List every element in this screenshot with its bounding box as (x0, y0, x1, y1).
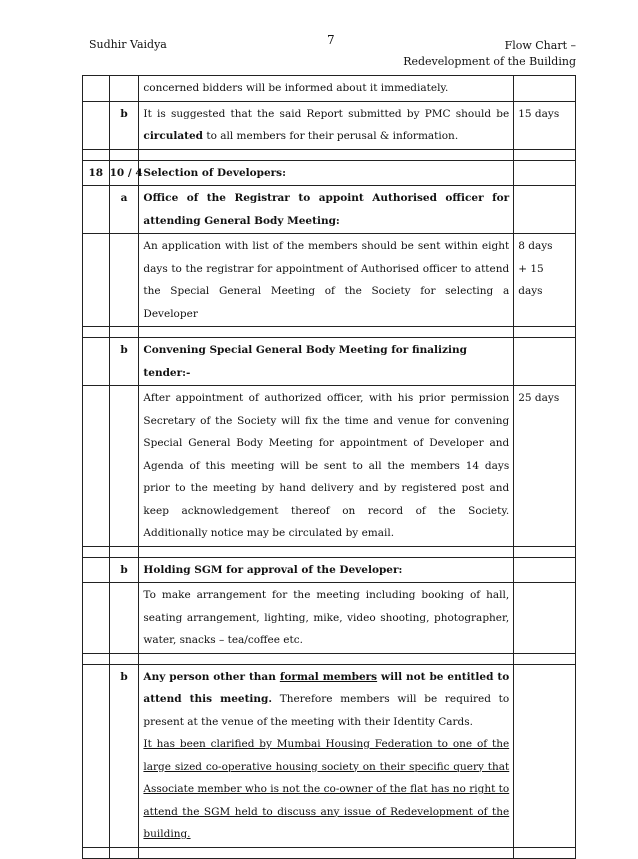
clarification-text: It has been clarified by Mumbai Housing Federation to one of the large sized co-operative housing society on their specific query that Associate member who is not the co-owner of the flat has no right to attend the SGM held to discuss any issue of Redevelopment of the building. (143, 738, 510, 840)
table-row (83, 327, 576, 338)
header-title-line1: Flow Chart – (504, 39, 576, 52)
table-row (83, 76, 576, 102)
table-row (83, 186, 576, 234)
page-number: 7 (327, 33, 335, 47)
row-days: 15 days (514, 101, 576, 149)
header-title (403, 38, 576, 70)
row-letter: b (109, 557, 139, 583)
row-text: An application with list of the members should be sent within eight days to the registrar for appointment of Authorised officer to attend the Special General Meeting of the Society for selecting a Developer (139, 234, 514, 327)
table-row (83, 160, 576, 186)
subsection-title: Convening Special General Body Meeting for finalizing tender:- (139, 338, 514, 386)
table-row (83, 101, 576, 149)
table-row (83, 546, 576, 557)
row-number: 18 (83, 160, 110, 186)
row-clause: 10 / 4 (109, 160, 139, 186)
row-letter: b (109, 338, 139, 386)
table-row (83, 557, 576, 583)
row-text: Any person other than formal members will not be entitled to attend this meeting. Therefore members will be required to present at the venue of the meeting with their Identity Cards. It has been clarified by Mumbai Housing Federation to one of the large sized co-operative housing society on their specific query that Associate member who is not the co-owner of the flat has no right to attend the SGM held to discuss any issue of Redevelopment of the building. (139, 664, 514, 847)
row-text: After appointment of authorized officer, with his prior permission Secretary of the Society will fix the time and venue for convening Special General Body Meeting for appointment of Developer and Agenda of this meeting will be sent to all the members 14 days prior to the meeting by hand delivery and by registered post and keep acknowledgement thereof on record of the Society. Additionally notice may be circulated by email. (139, 386, 514, 547)
subsection-title: Holding SGM for approval of the Developer: (139, 557, 514, 583)
subsection-title: Office of the Registrar to appoint Authorised officer for attending General Body Meeting: (139, 186, 514, 234)
table-row (83, 149, 576, 160)
row-letter: b (109, 664, 139, 847)
row-text: It is suggested that the said Report submitted by PMC should be circulated to all members for their perusal & information. (139, 101, 514, 149)
row-text: concerned bidders will be informed about it immediately. (139, 76, 514, 102)
header-title-line2: Redevelopment of the Building (403, 55, 576, 68)
table-row (83, 653, 576, 664)
row-text: To make arrangement for the meeting including booking of hall, seating arrangement, lighting, mike, video shooting, photographer, water, snacks – tea/coffee etc. (139, 583, 514, 654)
row-letter: b (109, 101, 139, 149)
table-row (83, 583, 576, 654)
table-row (83, 234, 576, 327)
table-row (83, 847, 576, 858)
table-row (83, 338, 576, 386)
row-days: 25 days (514, 386, 576, 547)
section-title: Selection of Developers: (139, 160, 514, 186)
flow-chart-table (82, 75, 576, 859)
row-letter: a (109, 186, 139, 234)
header-author: Sudhir Vaidya (89, 38, 167, 51)
table-row (83, 386, 576, 547)
table-row (83, 664, 576, 847)
row-days: 8 days + 15 days (514, 234, 576, 327)
